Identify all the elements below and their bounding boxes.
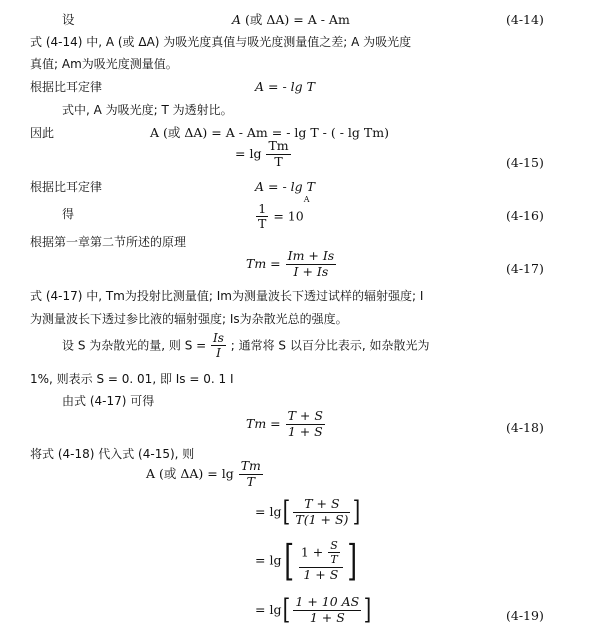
fraction-numerator: 1 [256,203,268,218]
fraction-numerator: Tm [240,458,261,473]
paragraph-line-3: 真值; Am为吸光度测量值。 [30,57,178,71]
paragraph-line-5: 式中, A 为吸光度; T 为透射比。 [62,103,233,117]
fraction-denominator: 1 + S [287,423,323,439]
paragraph-line-2: 式 (4-14) 中, A (或 ΔA) 为吸光度真值与吸光度测量值之差; A 为吸光度 [30,35,412,49]
eq-number-4-17: (4-17) [506,261,544,276]
fraction-denominator: T [274,153,283,169]
eq-beer-law: A = - lg T [255,79,315,94]
text-beer-law: 根据比耳定律 [30,80,103,94]
fraction-numerator: 1 + 10 AS [295,594,360,609]
fraction-denominator: T(1 + S) [295,511,349,527]
fraction-denominator: 1 + S [309,609,345,625]
text-therefore: 因此 [30,126,55,140]
eq-4-17 [246,250,337,278]
fraction-numerator: T + S [287,408,323,423]
eq-number-4-14: (4-14) [506,12,544,27]
paragraph-line-14 [62,332,429,359]
eq-4-18-lhs: Tm = [246,415,281,431]
eq-4-19-lhs: A (或 ΔA) = lg [146,465,234,481]
fraction-denominator: T [258,216,267,231]
eq-4-19-line2: = lg[ $\frac{T + S}{T(1 + S)}$ ] [255,495,361,529]
fraction-numerator: Tm [268,138,289,153]
eq-4-19-line4-prefix: = lg [255,601,282,617]
fraction-denominator: T [246,473,255,489]
text-de: 得 [62,207,75,221]
eq-4-15-line1: A (或 ΔA) = A - Am = - lg T - ( - lg Tm) [150,125,389,140]
eq-4-14-lhs: A [232,12,242,27]
paragraph-line-10: 根据第一章第二节所述的原理 [30,235,187,249]
eq-number-4-15: (4-15) [506,155,544,170]
eq-4-15-prefix: = lg [235,145,262,161]
eq-4-16-rhs: = 10 [273,208,304,224]
fraction-numerator: Is [213,331,224,345]
fraction-denominator: I + Is [293,263,329,279]
paragraph-line-15: 1%, 则表示 S = 0. 01, 即 Is = 0. 1 I [30,372,234,386]
eq-number-4-18: (4-18) [506,420,544,435]
eq-number-4-16: (4-16) [506,208,544,223]
inner-numerator: S [330,539,338,552]
eq-4-14-rhs: (或 ΔA) = A - Am [245,12,350,27]
paragraph-line-12: 式 (4-17) 中, Tm为投射比测量值; Im为测量波长下透过试样的辐射强度; I [30,289,424,303]
inner-denominator: T [330,553,338,566]
eq-beer-law-2: A = - lg T [255,179,315,194]
eq-4-17-lhs: Tm = [246,255,281,271]
paragraph-line-16: 由式 (4-17) 可得 [62,394,155,408]
eq-4-16-sup: A [303,195,310,204]
eq-4-15-line2 [235,140,292,168]
eq-4-19-line3: = lg[ 1 + $\frac{S}{T}$ 1 + S ] [255,535,357,585]
paragraph-line-13: 为测量波长下透过参比液的辐射强度; Is为杂散光总的强度。 [30,312,348,326]
eq-number-4-19: (4-19) [506,608,544,623]
fraction-denominator: 1 + S [303,567,339,582]
paragraph-line-14-b: ; 通常将 S 以百分比表示, 如杂散光为 [230,338,430,353]
eq-4-19-line2-prefix: = lg [255,503,282,519]
eq-4-14 [232,14,350,27]
eq-4-19-line3-prefix: = lg [255,552,282,568]
fraction-numerator: T + S [293,498,350,513]
eq-4-19-line4: = lg[ $\frac{1 + 10 AS}{1 + S}$ ] [255,593,372,627]
eq-4-16 [255,196,309,231]
eq-4-18 [246,410,326,438]
text-beer-law-2: 根据比耳定律 [30,180,103,194]
fraction-denominator: I [216,346,221,360]
text-she: 设 [62,12,75,27]
paragraph-line-14-a: 设 S 为杂散光的量, 则 S = [62,338,207,353]
fraction-numerator: Im + Is [287,248,335,263]
inner-lhs: 1 + [300,544,324,560]
eq-4-19-line1 [146,460,264,488]
paragraph-line-18: 将式 (4-18) 代入式 (4-15), 则 [30,447,195,461]
